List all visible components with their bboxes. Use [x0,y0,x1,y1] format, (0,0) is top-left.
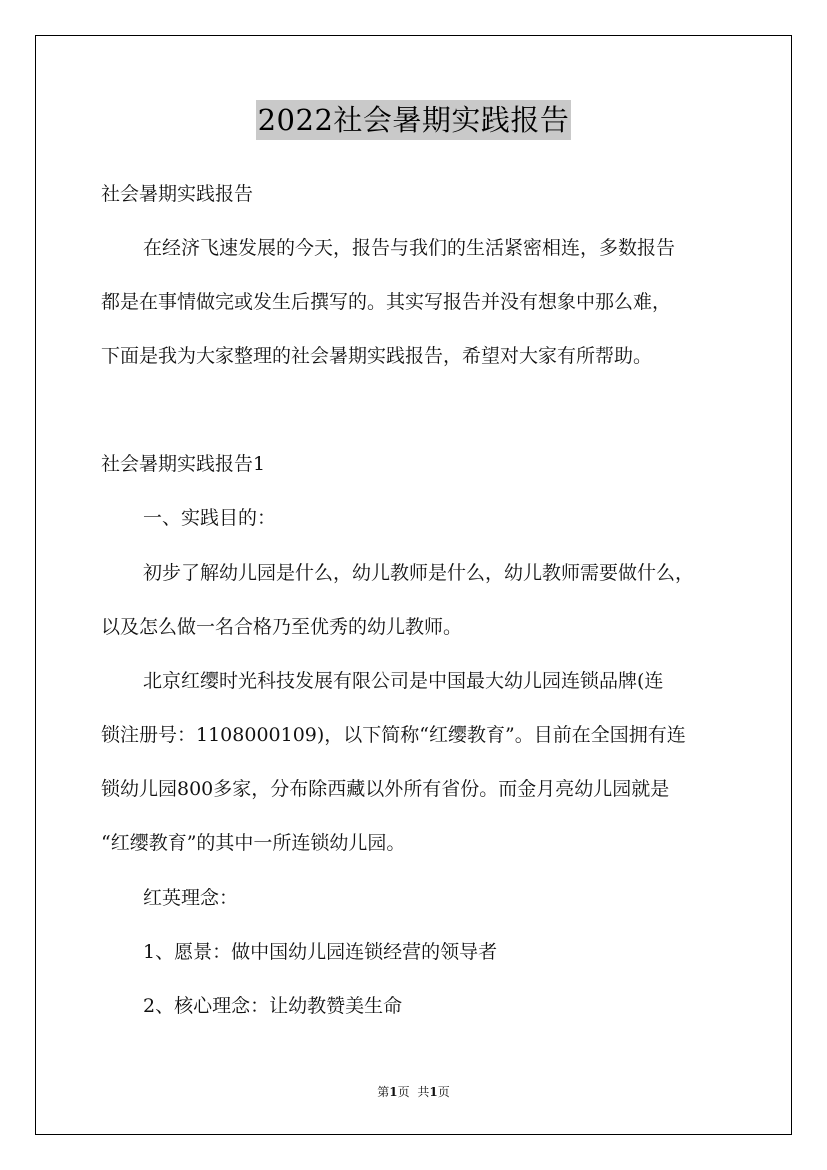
title-container [0,100,827,140]
list-item: 1、愿景：做中国幼儿园连锁经营的领导者 [143,941,498,963]
paragraph-line: 初步了解幼儿园是什么，幼儿教师是什么，幼儿教师需要做什么， [143,562,695,584]
section-heading: 社会暑期实践报告1 [101,453,266,475]
paragraph-line: 在经济飞速发展的今天，报告与我们的生活紧密相连，多数报告 [143,237,676,259]
total-label-suffix: 页 [437,1085,450,1099]
page-number: 1 [389,1085,398,1099]
document-title: 2022社会暑期实践报告 [256,100,572,140]
subsection-heading: 一、实践目的： [143,507,277,529]
total-label-prefix: 共 [417,1085,430,1099]
page-label-prefix: 第 [377,1085,390,1099]
paragraph-line: 锁幼儿园800多家，分布除西藏以外所有省份。而金月亮幼儿园就是 [101,778,670,800]
paragraph-line: 北京红缨时光科技发展有限公司是中国最大幼儿园连锁品牌(连 [143,670,664,692]
section-heading: 社会暑期实践报告 [101,183,254,205]
list-item: 2、核心理念：让幼教赞美生命 [143,995,403,1017]
page-label-suffix: 页 [397,1085,410,1099]
paragraph-line: 锁注册号：1108000109)，以下简称“红缨教育”。目前在全国拥有连 [101,724,686,746]
subsection-heading: 红英理念： [143,887,239,909]
total-pages: 1 [429,1085,438,1099]
paragraph-line: 下面是我为大家整理的社会暑期实践报告，希望对大家有所帮助。 [101,345,653,367]
paragraph-line: 都是在事情做完或发生后撰写的。其实写报告并没有想象中那么难， [101,291,672,313]
page-footer [0,1084,827,1100]
paragraph-line: “红缨教育”的其中一所连锁幼儿园。 [101,832,406,854]
paragraph-line: 以及怎么做一名合格乃至优秀的幼儿教师。 [101,616,463,638]
